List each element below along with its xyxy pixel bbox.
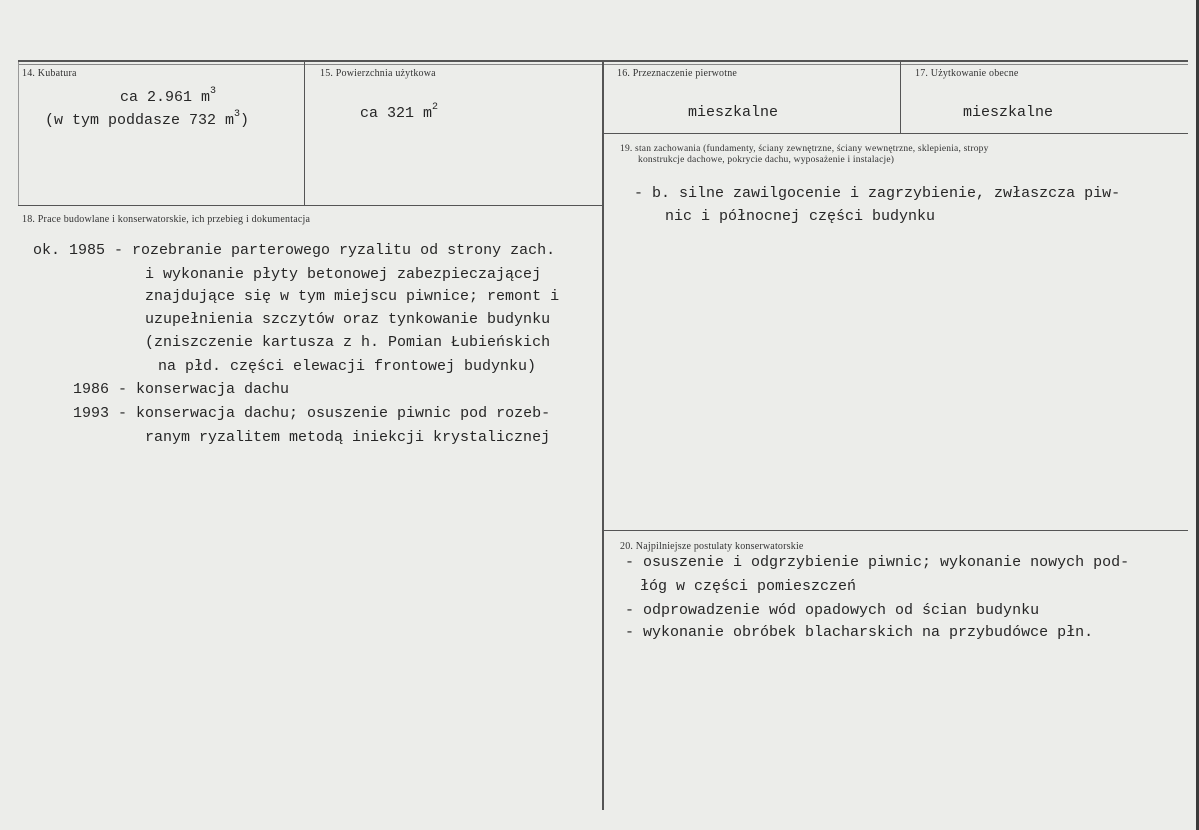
field-18-line: na płd. części elewacji frontowej budynku) bbox=[158, 358, 537, 375]
divider-row-18 bbox=[18, 205, 602, 206]
field-20-line: - osuszenie i odgrzybienie piwnic; wykonanie nowych pod- bbox=[625, 554, 1130, 571]
field-20-label: 20. Najpilniejsze postulaty konserwatorskie bbox=[620, 541, 804, 552]
field-14-label: 14. Kubatura bbox=[22, 68, 77, 79]
divider-left-right bbox=[602, 62, 604, 810]
field-16-value: mieszkalne bbox=[688, 104, 779, 121]
field-20-line: - odprowadzenie wód opadowych od ścian budynku bbox=[625, 602, 1040, 619]
field-17-label: 17. Użytkowanie obecne bbox=[915, 68, 1019, 79]
divider-row-16-17 bbox=[604, 133, 1188, 134]
field-18-label: 18. Prace budowlane i konserwatorskie, ich przebieg i dokumentacja bbox=[22, 214, 311, 225]
field-18-line: i wykonanie płyty betonowej zabezpieczającej bbox=[145, 266, 542, 283]
field-18-line: (zniszczenie kartusza z h. Pomian Łubieńskich bbox=[145, 334, 551, 351]
field-17-value: mieszkalne bbox=[963, 104, 1054, 121]
field-19-line: - b. silne zawilgocenie i zagrzybienie, zwłaszcza piw- bbox=[634, 185, 1121, 202]
field-14-value-line1: ca 2.961 $m^3$ bbox=[120, 86, 217, 106]
field-19-label-line1: 19. stan zachowania (fundamenty, ściany zewnętrzne, ściany wewnętrzne, sklepienia, stropy bbox=[620, 144, 989, 154]
field-20-line: łóg w części pomieszczeń bbox=[640, 578, 857, 595]
field-15-value: ca 321 $m^2$ bbox=[360, 102, 439, 122]
field-18-line: znajdujące się w tym miejscu piwnice; remont i bbox=[145, 288, 560, 305]
field-19-line: nic i północnej części budynku bbox=[665, 208, 936, 225]
field-20-line: - wykonanie obróbek blacharskich na przybudówce płn. bbox=[625, 624, 1094, 641]
field-18-line: 1993 - konserwacja dachu; osuszenie piwnic pod rozeb- bbox=[73, 405, 551, 422]
field-18-line: 1986 - konserwacja dachu bbox=[73, 381, 290, 398]
field-14-value-line2: (w tym poddasze 732 $m^3$) bbox=[45, 109, 250, 129]
left-border bbox=[18, 62, 19, 205]
divider-16-17 bbox=[900, 62, 901, 134]
field-19-label-line2: konstrukcje dachowe, pokrycie dachu, wyposażenie i instalacje) bbox=[638, 155, 895, 165]
field-18-line: ok. 1985 - rozebranie parterowego ryzalitu od strony zach. bbox=[33, 242, 556, 259]
field-16-label: 16. Przeznaczenie pierwotne bbox=[617, 68, 738, 79]
field-18-line: ranym ryzalitem metodą iniekcji krystalicznej bbox=[145, 429, 551, 446]
divider-14-15 bbox=[304, 62, 305, 205]
field-18-line: uzupełnienia szczytów oraz tynkowanie budynku bbox=[145, 311, 551, 328]
field-15-label: 15. Powierzchnia użytkowa bbox=[320, 68, 436, 79]
divider-row-20 bbox=[604, 530, 1188, 531]
